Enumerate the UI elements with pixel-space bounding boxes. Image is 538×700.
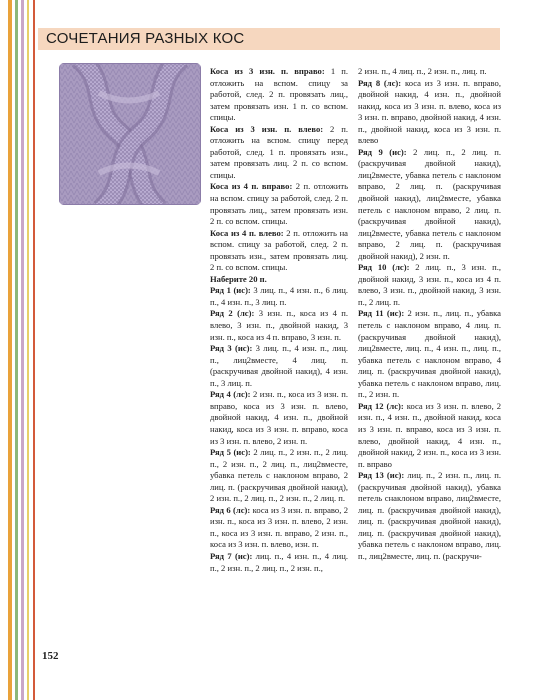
row-instruction <box>210 308 348 343</box>
row-label: Ряд 5 (ис): <box>210 447 251 458</box>
row-label: Ряд 12 (лс): <box>358 400 404 411</box>
row-label: Ряд 6 (лс): <box>210 504 251 515</box>
row-text: 3 изн. п., коса из 4 п. влево, 3 изн. п., двойной накид, 3 изн. п., коса из 4 п. вправо, 3 изн. п. <box>210 308 348 342</box>
page-number: 152 <box>42 650 59 662</box>
instruction-text: 2 п. отложить на вспом. спицу перед работой, след. 1 п. провязать изн., затем провязать лиц. 2 п. со вспом. спицы. <box>210 123 348 180</box>
row-label: Ряд 13 (ис): <box>358 470 405 481</box>
row-label: Ряд 2 (лс): <box>210 308 255 319</box>
row-text: коса из 3 изн. п. вправо, 2 изн. п., коса из 3 изн. п. влево, 2 изн. п., коса из 3 изн. п. вправо, 2 изн. п., коса из 3 изн. п. влево, изн. п. <box>210 504 348 550</box>
row-text: 2 изн. п., лиц. п., убавка петель с наклоном вправо, 4 лиц. п. (раскручивая двойной накид), лиц2вместе, лиц. п., 4 изн. п., лиц. п., убавка петель с наклоном вправо, 4 лиц. п. (раскручивая двойной накид), убавка петель с наклоном вправо, лиц. п., 2 изн. п. <box>358 308 501 400</box>
row-instruction <box>210 343 348 389</box>
row-instruction <box>358 262 501 308</box>
decorative-stripe-lilac <box>21 0 24 700</box>
instructions-left-column <box>210 66 348 574</box>
instruction-paragraph <box>210 228 348 274</box>
instructions-right-column <box>358 66 501 563</box>
row-instruction <box>210 447 348 505</box>
decorative-stripe-red <box>33 0 35 700</box>
row-instruction <box>210 389 348 447</box>
instruction-paragraph <box>210 181 348 227</box>
row-text: лиц. п., 2 изн. п., лиц. п. (раскручивая двойной накид), убавка петель снаклоном вправо, лиц2вместе, лиц. п. (раскручивая двойной накид), лиц. п. (раскручивая двойной накид), лиц. п. (раскручивая двойной накид), убавка петель с наклоном вправо, лиц. п., лиц2вместе, лиц. п. (раскручи- <box>358 470 501 561</box>
row-text: 2 лиц. п., 2 лиц. п. (раскручивая двойной накид), лиц2вместе, убавка петель с наклоном вправо, 2 лиц. п. (раскручивая двойной накид), лиц2вместе, убавка петель с наклоном вправо, 2 лиц. п. (раскручивая двойной накид), лиц2вместе, убавка петель с наклоном вправо, 2 лиц. п. (раскручивая двойной накид), 2 изн. п. <box>358 146 501 261</box>
cable-pattern-image <box>59 63 201 205</box>
row-label: Ряд 1 (ис): <box>210 285 251 296</box>
instruction-paragraph <box>210 66 348 124</box>
instruction-paragraph <box>210 124 348 182</box>
instruction-heading: Коса из 3 изн. п. вправо: <box>210 66 325 76</box>
row-label: Ряд 9 (ис): <box>358 146 407 157</box>
row-text: лиц. п., 4 изн. п., 4 лиц. п., 2 изн. п., 2 лиц. п., 2 изн. п., <box>210 550 349 573</box>
page-title: СОЧЕТАНИЯ РАЗНЫХ КОС <box>46 30 245 47</box>
row-instruction <box>358 147 501 262</box>
row-instruction <box>358 78 501 147</box>
row-instruction <box>358 66 501 78</box>
knitted-swatch-photo <box>59 63 201 205</box>
instruction-text: 1 п. отложить на вспом. спицу за работой, след. 2 п. провязать лиц., затем провязать изн. 1 п. со вспом. спицы. <box>210 66 348 123</box>
instruction-text: 2 п. отложить на вспом. спицу за работой, след. 2 п. провязать лиц., затем провязать изн. 2 п. со вспом. спицы. <box>210 181 348 227</box>
instruction-paragraph <box>210 274 348 286</box>
row-label: Ряд 4 (лс): <box>210 389 251 400</box>
row-text: 2 лиц. п., 2 изн. п., 2 лиц. п., 2 изн. п., 2 лиц. п., лиц2вместе, убавка петель с наклоном вправо, 2 лиц. п. (раскручивая двойной накид), 2 изн. п., 2 лиц. п., 2 изн. п., 2 лиц. п. <box>210 447 348 504</box>
row-text: 2 изн. п., коса из 3 изн. п. вправо, коса из 3 изн. п. влево, двойной накид, 4 изн. п., двойной накид, коса из 3 изн. п. вправо, коса из 3 изн. п. влево, 2 изн. п. <box>210 389 348 446</box>
row-instruction <box>358 308 501 400</box>
decorative-stripe-green <box>15 0 18 700</box>
row-text: коса из 3 изн. п. влево, 2 изн. п., 4 изн. п., двойной накид, коса из 3 изн. п. вправо, коса из 3 изн. п. влево, двойной накид, 4 изн. п., двойной накид, 2 изн. п., коса из 3 изн. п. вправо <box>358 400 501 469</box>
row-text: 2 изн. п., 4 лиц. п., 2 изн. п., лиц. п. <box>358 66 487 76</box>
decorative-stripe-yellow <box>27 0 29 700</box>
row-instruction <box>358 401 501 470</box>
instruction-heading: Коса из 4 п. вправо: <box>210 181 293 192</box>
row-label: Ряд 3 (ис): <box>210 343 253 354</box>
decorative-stripe-orange <box>8 0 12 700</box>
row-text: коса из 3 изн. п. вправо, двойной накид, 4 изн. п., двойной накид, коса из 3 изн. п. влево, коса из 3 изн. п. вправо, двойной накид, 4 изн. п., двойной накид, коса из 3 изн. п. влево <box>358 77 501 146</box>
row-label: Ряд 8 (лс): <box>358 77 402 88</box>
instruction-heading: Коса из 3 изн. п. влево: <box>210 123 324 134</box>
instruction-heading: Наберите 20 п. <box>210 273 267 284</box>
row-text: 2 лиц. п., 3 изн. п., двойной накид, 3 изн. п., коса из 4 п. влево, 3 изн. п., двойной накид, 3 изн. п., 2 лиц. п. <box>358 262 501 307</box>
row-instruction <box>210 551 348 574</box>
instruction-heading: Коса из 4 п. влево: <box>210 227 284 238</box>
row-label: Ряд 11 (ис): <box>358 308 405 319</box>
row-label: Ряд 7 (ис): <box>210 550 253 561</box>
row-text: 3 лиц. п., 4 изн. п., лиц. п., лиц2вместе, 4 лиц. п. (раскручивая двойной накид), 4 изн. п., 3 лиц. п. <box>210 343 349 388</box>
row-instruction <box>210 285 348 308</box>
row-label: Ряд 10 (лс): <box>358 262 410 273</box>
row-instruction <box>358 470 501 562</box>
section-header-bar <box>38 28 500 50</box>
row-text: 3 лиц. п., 4 изн. п., 6 лиц. п., 4 изн. п., 3 лиц. п. <box>210 285 348 307</box>
instruction-text: 2 п. отложить на вспом. спицу за работой, след. 2 п. провязать изн., затем провязать лиц. 2 п. со вспом. спицы. <box>210 227 348 273</box>
row-instruction <box>210 505 348 551</box>
